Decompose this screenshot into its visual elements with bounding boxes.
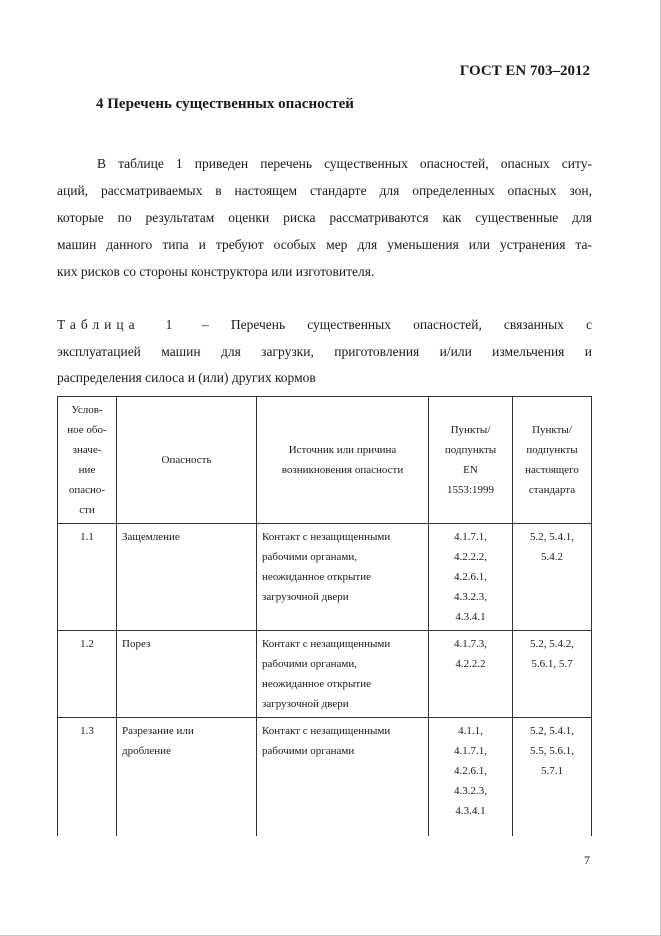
header-cell-hazard: [117, 397, 257, 524]
caption-line: эксплуатацией машин для загрузки, приготовления и/или измельчения и: [57, 343, 592, 359]
cell-en-clauses: [429, 718, 513, 836]
header-text: Пункты/: [532, 424, 572, 436]
cell-text: Контакт с незащищенными: [262, 531, 391, 543]
caption-number: 1: [165, 317, 173, 332]
cell-source: [257, 718, 429, 836]
cell-text: Контакт с незащищенными: [262, 638, 391, 650]
caption-word: Таблица: [57, 317, 140, 332]
header-cell-std-clauses: [513, 397, 592, 524]
document-code: ГОСТ EN 703–2012: [459, 63, 590, 79]
cell-text: 5.7.1: [541, 765, 563, 777]
cell-text: 4.3.4.1: [455, 611, 486, 623]
paragraph-line: ких рисков со стороны конструктора или изготовителя.: [57, 264, 375, 279]
cell-en-clauses: [429, 524, 513, 631]
table-header-row: [58, 397, 592, 524]
header-text: возникновения опасности: [281, 464, 404, 476]
cell-text: 4.1.7.1,: [454, 745, 487, 757]
cell-source: [257, 524, 429, 631]
table-row: [58, 524, 592, 631]
header-text: сти: [79, 504, 95, 516]
cell-text: неожиданное открытие: [262, 571, 371, 583]
cell-text: 5.5, 5.6.1,: [530, 745, 574, 757]
page-number: 7: [584, 853, 590, 867]
cell-en-clauses: [429, 631, 513, 718]
caption-line: распределения силоса и (или) других кормов: [57, 370, 316, 385]
cell-text: 4.3.2.3,: [454, 785, 487, 797]
table-caption: [57, 312, 592, 392]
cell-text: 4.2.2.2,: [454, 551, 487, 563]
cell-text: 4.3.4.1: [455, 805, 486, 817]
cell-text: 5.2, 5.4.2,: [530, 638, 574, 650]
paragraph-line: машин данного типа и требуют особых мер для уменьшения или устранения та-: [57, 237, 592, 252]
header-text: значе-: [72, 444, 102, 456]
cell-text: 4.1.1,: [458, 725, 483, 737]
header-text: ное обо-: [67, 424, 107, 436]
header-cell-en-clauses: [429, 397, 513, 524]
caption-line-text: – Перечень существенных опасностей, связанных с: [202, 317, 592, 332]
header-text: EN: [463, 464, 478, 476]
section-heading: 4 Перечень существенных опасностей: [96, 96, 354, 112]
cell-code: [58, 718, 117, 836]
cell-text: рабочими органами,: [262, 658, 357, 670]
cell-text: загрузочной двери: [262, 698, 349, 710]
cell-text: неожиданное открытие: [262, 678, 371, 690]
cell-text: 5.2, 5.4.1,: [530, 531, 574, 543]
header-text: опасно-: [68, 484, 106, 496]
header-text: Источник или причина: [288, 444, 397, 456]
header-text: настоящего: [525, 464, 579, 476]
caption-prefix: [57, 312, 172, 339]
cell-text: 1.1: [80, 531, 94, 543]
cell-text: 4.3.2.3,: [454, 591, 487, 603]
cell-text: загрузочной двери: [262, 591, 349, 603]
cell-source: [257, 631, 429, 718]
cell-text: 4.1.7.3,: [454, 638, 487, 650]
header-text: стандарта: [528, 484, 576, 496]
cell-code: [58, 631, 117, 718]
cell-hazard: [117, 631, 257, 718]
cell-text: 4.1.7.1,: [454, 531, 487, 543]
cell-text: Разрезание или: [122, 725, 194, 737]
header-text: Опасность: [161, 454, 212, 466]
intro-paragraph: [57, 150, 592, 285]
paragraph-line: которые по результатам оценки риска рассматриваются как существенные для: [57, 210, 592, 225]
cell-text: 5.2, 5.4.1,: [530, 725, 574, 737]
cell-text: дробление: [122, 745, 171, 757]
caption-line: [57, 312, 592, 339]
cell-text: Контакт с незащищенными: [262, 725, 391, 737]
cell-text: 1.3: [80, 725, 94, 737]
paragraph-line: В таблице 1 приведен перечень существенных опасностей, опасных ситу-: [97, 156, 592, 171]
cell-std-clauses: [513, 524, 592, 631]
header-text: ние: [78, 464, 96, 476]
cell-code: [58, 524, 117, 631]
cell-hazard: [117, 718, 257, 836]
cell-text: 4.2.6.1,: [454, 765, 487, 777]
hazards-table: [57, 396, 592, 836]
cell-text: Порез: [122, 638, 151, 650]
cell-hazard: [117, 524, 257, 631]
cell-text: рабочими органами: [262, 745, 355, 757]
header-text: Пункты/: [450, 424, 491, 436]
header-cell-code: [58, 397, 117, 524]
cell-std-clauses: [513, 718, 592, 836]
header-cell-source: [257, 397, 429, 524]
paragraph-line: аций, рассматриваемых в настоящем стандарте для определенных опасных зон,: [57, 183, 592, 198]
cell-text: 4.2.6.1,: [454, 571, 487, 583]
table-row: [58, 718, 592, 836]
cell-text: 5.6.1, 5.7: [531, 658, 573, 670]
cell-text: Защемление: [122, 531, 180, 543]
header-text: 1553:1999: [446, 484, 495, 496]
table-row: [58, 631, 592, 718]
cell-text: 4.2.2.2: [455, 658, 486, 670]
header-text: Услов-: [71, 404, 103, 416]
header-text: подпункты: [526, 444, 578, 456]
cell-text: 1.2: [80, 638, 94, 650]
cell-text: 5.4.2: [541, 551, 563, 563]
cell-text: рабочими органами,: [262, 551, 357, 563]
cell-std-clauses: [513, 631, 592, 718]
header-text: подпункты: [444, 444, 497, 456]
